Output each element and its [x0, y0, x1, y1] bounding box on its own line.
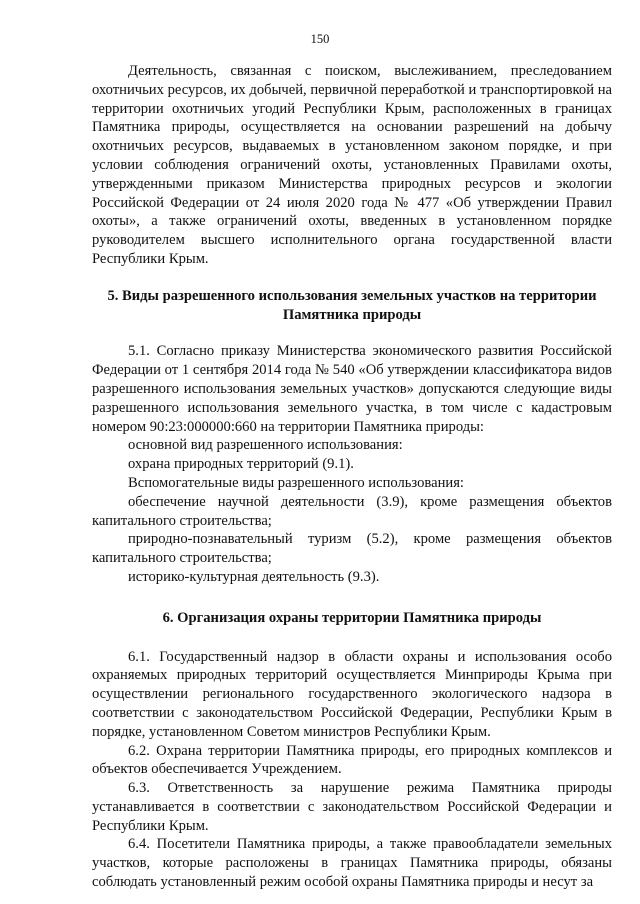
section-5-paragraph: природно-познавательный туризм (5.2), кроме размещения объектов капитального строительства; — [92, 531, 612, 567]
section-6-heading: 6. Организация охраны территории Памятника природы — [162, 609, 542, 626]
section-5-paragraph: обеспечение научной деятельности (3.9), кроме размещения объектов капитального строительства; — [92, 493, 612, 529]
section-5-paragraph: охрана природных территорий (9.1). — [128, 456, 354, 473]
section-5-paragraph: историко-культурная деятельность (9.3). — [128, 568, 380, 585]
page-content — [92, 62, 612, 892]
section-6-paragraph: 6.3. Ответственность за нарушение режима Памятника природы устанавливается в соответствии с законодательством Российской Федерации и Республики Крым. — [92, 780, 612, 834]
section-6-paragraph: 6.1. Государственный надзор в области охраны и использования особо охраняемых природных территорий осуществляется Минприроды Крыма при осуществлении регионального государственного экологического надзора в соответствии с законодательством Российской Федерации, Республики Крым в порядке, установленном Советом министров Республики Крым. — [92, 648, 612, 740]
section-5-paragraph: Вспомогательные виды разрешенного использования: — [128, 474, 464, 491]
page-number: 150 — [310, 32, 330, 46]
section-5-paragraph: 5.1. Согласно приказу Министерства экономического развития Российской Федерации от 1 сентября 2014 года № 540 «Об утверждении классификатора видов разрешенного использования земельных участков» допускаются следующие виды разрешенного использования земельного участка, в том числе с кадастровым номером 90:23:000000:660 на территории Памятника природы: — [92, 343, 612, 435]
section-5-paragraph: основной вид разрешенного использования: — [128, 437, 403, 454]
intro-paragraph: Деятельность, связанная с поиском, выслеживанием, преследованием охотничьих ресурсов, их добычей, первичной переработкой и транспортировкой на территории охотничьих угодий Республики Крым, расположенных в границах Памятника природы, осуществляется на основании разрешений на добычу охотничьих ресурсов, выдаваемых в установленном законом порядке, и при условии соблюдения ограничений охоты, установленных Правилами охоты, утвержденными приказом Министерства природных ресурсов и экологии Российской Федерации от 24 июля 2020 года № 477 «Об утверждении Правил охоты», а также ограничений охоты, введенных в установленном порядке руководителем высшего исполнительного органа государственной власти Республики Крым. — [92, 63, 612, 267]
section-6-paragraph: 6.4. Посетители Памятника природы, а также правообладатели земельных участков, которые расположены в границах Памятника природы, обязаны соблюдать установленный режим особой охраны Памятника природы и несут за — [92, 836, 612, 891]
section-6-paragraph: 6.2. Охрана территории Памятника природы, его природных комплексов и объектов обеспечивается Учреждением. — [92, 742, 612, 778]
section-5-heading: 5. Виды разрешенного использования земельных участков на территории Памятника природы — [107, 287, 597, 323]
